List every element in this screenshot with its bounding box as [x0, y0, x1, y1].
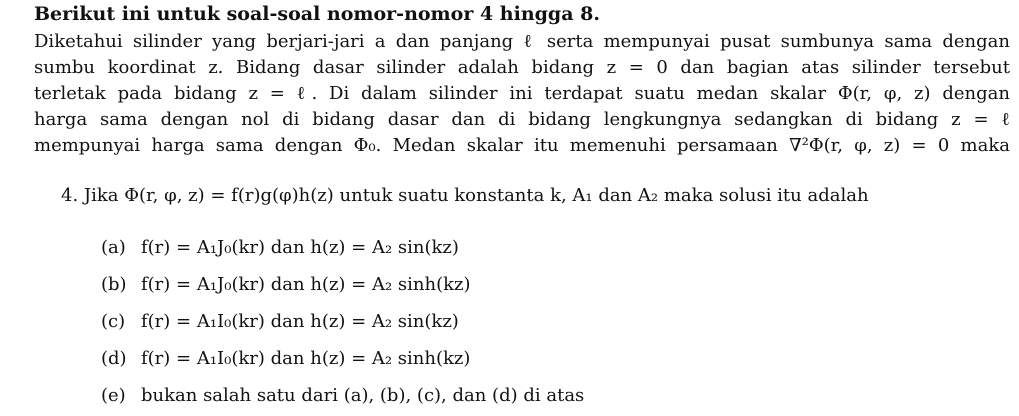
problem-paragraph — [34, 29, 1010, 159]
option-label: (e) — [101, 385, 126, 406]
question-number: 4. — [61, 185, 79, 206]
paragraph-line: Diketahui silinder yang berjari-jari a dan panjang ℓ serta mempunyai pusat sumbunya sama dengan — [34, 31, 1010, 52]
answer-options — [101, 229, 584, 414]
option-e — [101, 377, 584, 414]
option-d — [101, 340, 584, 377]
paragraph-line: harga sama dengan nol di bidang dasar dan di bidang lengkungnya sedangkan di bidang z = ℓ — [34, 109, 1010, 130]
paragraph-line: terletak pada bidang z = ℓ. Di dalam silinder ini terdapat suatu medan skalar Φ(r, φ, z) dengan — [34, 83, 1010, 104]
option-label: (c) — [101, 311, 126, 332]
option-text: f(r) = A₁I₀(kr) dan h(z) = A₂ sinh(kz) — [141, 348, 471, 369]
paragraph-line: mempunyai harga sama dengan Φ₀. Medan skalar itu memenuhi persamaan ∇²Φ(r, φ, z) = 0 maka — [34, 135, 1010, 156]
option-a — [101, 229, 584, 266]
option-text: bukan salah satu dari (a), (b), (c), dan (d) di atas — [141, 385, 585, 406]
question-4 — [61, 183, 869, 209]
option-c — [101, 303, 584, 340]
option-b — [101, 266, 584, 303]
option-text: f(r) = A₁I₀(kr) dan h(z) = A₂ sin(kz) — [141, 311, 459, 332]
option-label: (b) — [101, 274, 127, 295]
option-text: f(r) = A₁J₀(kr) dan h(z) = A₂ sinh(kz) — [141, 274, 471, 295]
section-heading: Berikut ini untuk soal-soal nomor-nomor 4 hingga 8. — [34, 3, 600, 25]
option-label: (d) — [101, 348, 127, 369]
option-label: (a) — [101, 237, 126, 258]
question-text: Jika Φ(r, φ, z) = f(r)g(φ)h(z) untuk suatu konstanta k, A₁ dan A₂ maka solusi itu adalah — [83, 185, 869, 206]
paragraph-line: sumbu koordinat z. Bidang dasar silinder adalah bidang z = 0 dan bagian atas silinder tersebut — [34, 57, 1010, 78]
option-text: f(r) = A₁J₀(kr) dan h(z) = A₂ sin(kz) — [141, 237, 459, 258]
